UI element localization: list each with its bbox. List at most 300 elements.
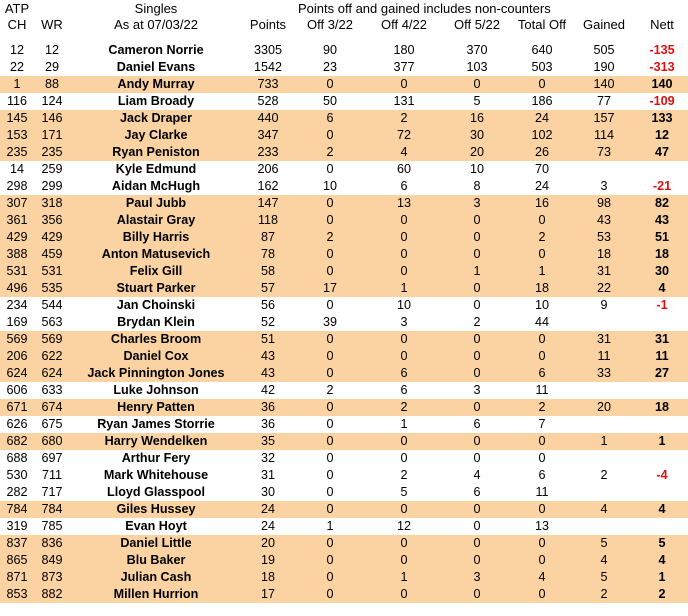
cell-gained (572, 518, 636, 535)
cell-off-4-22: 2 (400, 468, 408, 482)
cell-off-5-22: 20 (442, 144, 512, 161)
cell-wr: 459 (34, 246, 70, 263)
cell-wr: 535 (34, 280, 70, 297)
cell-total-off: 0 (512, 586, 572, 603)
cell-gained: 4 (572, 501, 636, 518)
cell-gained: 2 (572, 586, 636, 603)
cell-nett (636, 161, 688, 178)
cell-off-3-22: 0 (326, 451, 334, 465)
cell-ch: 361 (0, 212, 34, 229)
cell-wr: 299 (41, 179, 63, 193)
cell-wr: 697 (41, 451, 63, 465)
cell-nett (636, 382, 688, 399)
cell-gained: 31 (572, 331, 636, 348)
cell-off-3-22: 23 (322, 60, 337, 74)
cell-total-off: 0 (512, 76, 572, 93)
cell-wr: 784 (34, 501, 70, 518)
table-row (0, 246, 688, 263)
cell-off-5-22: 0 (442, 280, 512, 297)
cell-off-5-22: 4 (473, 468, 481, 482)
cell-off-4-22: 2 (366, 399, 442, 416)
header-total-off: Total Off (517, 16, 567, 32)
cell-total-off: 0 (512, 433, 572, 450)
cell-off-3-22: 50 (322, 94, 337, 108)
cell-wr: 680 (34, 433, 70, 450)
table-row (0, 433, 688, 450)
cell-ch: 234 (6, 298, 28, 312)
cell-off-3-22: 0 (326, 417, 334, 431)
cell-off-5-22: 1 (442, 263, 512, 280)
cell-player-name: Paul Jubb (70, 195, 242, 212)
cell-gained: 98 (572, 195, 636, 212)
table-row (0, 450, 688, 467)
table-row (0, 161, 688, 178)
cell-ch: 853 (0, 586, 34, 603)
cell-gained: 20 (572, 399, 636, 416)
cell-ch: 871 (0, 569, 34, 586)
cell-off-4-22: 0 (366, 552, 442, 569)
cell-off-5-22: 5 (473, 94, 481, 108)
table-body (0, 42, 688, 603)
cell-nett: 18 (636, 246, 688, 263)
cell-total-off: 7 (538, 417, 546, 431)
cell-wr: 146 (34, 110, 70, 127)
cell-total-off: 24 (534, 179, 549, 193)
cell-points: 20 (242, 535, 294, 552)
cell-off-3-22: 2 (326, 383, 334, 397)
cell-ch: 282 (6, 485, 28, 499)
cell-off-4-22: 1 (366, 569, 442, 586)
cell-player-name: Kyle Edmund (115, 162, 197, 176)
header-singles: Singles (134, 0, 178, 16)
cell-off-3-22: 0 (294, 212, 366, 229)
cell-off-4-22: 5 (400, 485, 408, 499)
cell-player-name: Ryan James Storrie (97, 417, 215, 431)
cell-ch: 530 (6, 468, 28, 482)
cell-player-name: Alastair Gray (70, 212, 242, 229)
cell-gained (572, 450, 636, 467)
cell-player-name: Henry Patten (70, 399, 242, 416)
cell-off-5-22: 6 (473, 417, 481, 431)
table-row (0, 195, 688, 212)
cell-off-4-22: 12 (396, 519, 411, 533)
cell-nett: 27 (636, 365, 688, 382)
cell-wr: 849 (34, 552, 70, 569)
cell-gained: 190 (593, 60, 615, 74)
cell-player-name: Daniel Evans (116, 60, 196, 74)
cell-nett: 133 (636, 110, 688, 127)
cell-nett: 140 (636, 76, 688, 93)
cell-points: 52 (260, 315, 275, 329)
cell-points: 78 (242, 246, 294, 263)
cell-total-off: 186 (531, 94, 553, 108)
cell-points: 162 (257, 179, 279, 193)
cell-nett: 4 (636, 501, 688, 518)
cell-ch: 837 (0, 535, 34, 552)
cell-points: 347 (242, 127, 294, 144)
cell-gained: 140 (572, 76, 636, 93)
cell-off-4-22: 0 (366, 263, 442, 280)
header-as-at: As at 07/03/22 (114, 16, 198, 32)
cell-wr: 882 (34, 586, 70, 603)
cell-off-5-22: 370 (466, 43, 488, 57)
header-off-5-22: Off 5/22 (453, 16, 500, 32)
cell-nett: 47 (636, 144, 688, 161)
cell-gained: 4 (572, 552, 636, 569)
cell-player-name: Ryan Peniston (70, 144, 242, 161)
cell-wr: 544 (41, 298, 63, 312)
cell-off-3-22: 0 (326, 485, 334, 499)
cell-total-off: 11 (535, 383, 549, 397)
cell-ch: 429 (0, 229, 34, 246)
cell-off-3-22: 39 (322, 315, 337, 329)
cell-off-3-22: 0 (326, 298, 334, 312)
table-row (0, 331, 688, 348)
cell-player-name: Stuart Parker (70, 280, 242, 297)
cell-off-5-22: 30 (442, 127, 512, 144)
cell-total-off: 0 (538, 451, 546, 465)
cell-gained: 1 (572, 433, 636, 450)
table-row (0, 535, 688, 552)
cell-off-5-22: 10 (469, 162, 484, 176)
cell-wr: 356 (34, 212, 70, 229)
cell-gained: 31 (572, 263, 636, 280)
cell-ch: 671 (0, 399, 34, 416)
cell-points: 32 (260, 451, 275, 465)
cell-player-name: Aidan McHugh (111, 179, 201, 193)
cell-off-5-22: 0 (442, 246, 512, 263)
table-row (0, 399, 688, 416)
cell-points: 147 (242, 195, 294, 212)
cell-off-5-22: 0 (442, 212, 512, 229)
cell-ch: 606 (6, 383, 28, 397)
cell-wr: 836 (34, 535, 70, 552)
cell-off-3-22: 0 (326, 162, 334, 176)
cell-nett: 18 (636, 399, 688, 416)
cell-points: 56 (260, 298, 275, 312)
cell-off-4-22: 72 (366, 127, 442, 144)
cell-wr: 259 (41, 162, 63, 176)
table-row (0, 263, 688, 280)
cell-ch: 624 (0, 365, 34, 382)
table-row (0, 467, 688, 484)
cell-off-3-22: 2 (294, 144, 366, 161)
cell-off-3-22: 0 (294, 569, 366, 586)
table-row (0, 280, 688, 297)
table-row (0, 569, 688, 586)
cell-gained (572, 416, 636, 433)
cell-wr: 624 (34, 365, 70, 382)
cell-off-4-22: 0 (366, 501, 442, 518)
cell-gained: 5 (572, 535, 636, 552)
cell-gained: 43 (572, 212, 636, 229)
cell-points: 87 (242, 229, 294, 246)
cell-off-3-22: 0 (326, 468, 334, 482)
cell-gained: 22 (572, 280, 636, 297)
table-row (0, 93, 688, 110)
cell-ch: 153 (0, 127, 34, 144)
cell-off-4-22: 6 (366, 365, 442, 382)
cell-nett: 5 (636, 535, 688, 552)
cell-wr: 318 (34, 195, 70, 212)
cell-total-off: 0 (512, 501, 572, 518)
cell-off-5-22: 0 (442, 229, 512, 246)
cell-points: 3305 (253, 43, 283, 57)
cell-player-name: Evan Hoyt (125, 519, 187, 533)
cell-gained: 157 (572, 110, 636, 127)
cell-nett: 51 (636, 229, 688, 246)
table-row (0, 501, 688, 518)
cell-total-off: 0 (512, 552, 572, 569)
cell-nett (636, 314, 688, 331)
cell-off-5-22: 0 (442, 76, 512, 93)
table-row (0, 365, 688, 382)
cell-ch: 12 (9, 43, 24, 57)
header-off-3-22: Off 3/22 (306, 16, 353, 32)
table-row (0, 348, 688, 365)
cell-off-5-22: 0 (442, 433, 512, 450)
cell-player-name: Jan Choinski (116, 298, 196, 312)
cell-wr: 563 (41, 315, 63, 329)
cell-off-3-22: 0 (294, 399, 366, 416)
cell-wr: 717 (41, 485, 63, 499)
cell-nett: 31 (636, 331, 688, 348)
cell-ch: 235 (0, 144, 34, 161)
cell-total-off: 70 (534, 162, 549, 176)
cell-off-3-22: 0 (294, 535, 366, 552)
cell-off-4-22: 0 (366, 433, 442, 450)
cell-off-5-22: 3 (442, 195, 512, 212)
cell-total-off: 26 (512, 144, 572, 161)
cell-player-name: Charles Broom (70, 331, 242, 348)
header-gained: Gained (583, 16, 625, 32)
table-row (0, 144, 688, 161)
cell-points: 733 (242, 76, 294, 93)
cell-wr: 429 (34, 229, 70, 246)
cell-off-4-22: 6 (400, 179, 408, 193)
cell-wr: 12 (44, 43, 59, 57)
cell-off-5-22: 16 (442, 110, 512, 127)
cell-off-4-22: 3 (400, 315, 408, 329)
cell-off-5-22: 3 (442, 569, 512, 586)
cell-off-3-22: 0 (294, 586, 366, 603)
cell-gained: 18 (572, 246, 636, 263)
cell-ch: 626 (6, 417, 28, 431)
cell-nett (636, 518, 688, 535)
cell-ch: 145 (0, 110, 34, 127)
cell-off-4-22: 180 (393, 43, 415, 57)
cell-off-3-22: 0 (294, 501, 366, 518)
cell-points: 118 (242, 212, 294, 229)
cell-off-5-22: 0 (442, 365, 512, 382)
cell-nett (636, 484, 688, 501)
cell-off-4-22: 0 (400, 451, 408, 465)
cell-player-name: Brydan Klein (117, 315, 195, 329)
header-off-4-22: Off 4/22 (380, 16, 427, 32)
cell-gained: 5 (572, 569, 636, 586)
cell-total-off: 44 (534, 315, 549, 329)
cell-off-3-22: 0 (294, 433, 366, 450)
cell-nett: 1 (636, 433, 688, 450)
cell-points: 31 (260, 468, 275, 482)
cell-player-name: Billy Harris (70, 229, 242, 246)
cell-total-off: 0 (512, 348, 572, 365)
header-ch: CH (7, 16, 27, 32)
cell-nett: 12 (636, 127, 688, 144)
cell-nett: 1 (636, 569, 688, 586)
cell-player-name: Daniel Little (70, 535, 242, 552)
cell-points: 233 (242, 144, 294, 161)
cell-off-5-22: 0 (473, 519, 481, 533)
cell-points: 51 (242, 331, 294, 348)
cell-nett: 11 (636, 348, 688, 365)
cell-nett: -1 (656, 298, 668, 312)
cell-total-off: 0 (512, 331, 572, 348)
cell-gained: 77 (596, 94, 611, 108)
cell-ch: 496 (0, 280, 34, 297)
cell-off-3-22: 0 (294, 246, 366, 263)
cell-ch: 206 (0, 348, 34, 365)
cell-player-name: Lloyd Glasspool (107, 485, 205, 499)
cell-player-name: Cameron Norrie (108, 43, 204, 57)
cell-points: 17 (242, 586, 294, 603)
table-row (0, 297, 688, 314)
cell-off-5-22: 0 (473, 451, 481, 465)
cell-total-off: 2 (512, 399, 572, 416)
cell-points: 24 (260, 519, 275, 533)
table-row (0, 110, 688, 127)
cell-off-4-22: 60 (396, 162, 411, 176)
cell-points: 528 (257, 94, 279, 108)
cell-ch: 14 (9, 162, 24, 176)
cell-player-name: Giles Hussey (70, 501, 242, 518)
cell-gained (572, 484, 636, 501)
cell-player-name: Harry Wendelken (70, 433, 242, 450)
cell-points: 36 (260, 417, 275, 431)
cell-gained (572, 314, 636, 331)
table-row (0, 586, 688, 603)
cell-ch: 1 (0, 76, 34, 93)
cell-points: 57 (242, 280, 294, 297)
cell-points: 24 (242, 501, 294, 518)
cell-off-3-22: 2 (294, 229, 366, 246)
header-points: Points (249, 16, 287, 32)
cell-total-off: 102 (512, 127, 572, 144)
cell-off-4-22: 0 (366, 212, 442, 229)
table-row (0, 229, 688, 246)
cell-points: 42 (260, 383, 275, 397)
cell-nett: 82 (636, 195, 688, 212)
cell-off-5-22: 0 (442, 501, 512, 518)
cell-total-off: 6 (512, 365, 572, 382)
cell-gained: 505 (593, 43, 615, 57)
cell-wr: 873 (34, 569, 70, 586)
cell-ch: 307 (0, 195, 34, 212)
cell-wr: 29 (44, 60, 59, 74)
header-nett: Nett (650, 16, 674, 32)
cell-off-5-22: 0 (442, 399, 512, 416)
cell-total-off: 13 (534, 519, 549, 533)
cell-total-off: 10 (534, 298, 549, 312)
cell-off-5-22: 0 (442, 586, 512, 603)
cell-player-name: Mark Whitehouse (103, 468, 209, 482)
cell-points: 206 (257, 162, 279, 176)
cell-wr: 171 (34, 127, 70, 144)
cell-player-name: Millen Hurrion (70, 586, 242, 603)
cell-off-5-22: 0 (442, 348, 512, 365)
cell-total-off: 503 (531, 60, 553, 74)
cell-nett (636, 450, 688, 467)
cell-wr: 622 (34, 348, 70, 365)
table-row (0, 127, 688, 144)
cell-off-4-22: 0 (366, 246, 442, 263)
cell-ch: 784 (0, 501, 34, 518)
cell-off-3-22: 10 (322, 179, 337, 193)
cell-off-4-22: 377 (393, 60, 415, 74)
cell-ch: 116 (6, 94, 28, 108)
cell-points: 43 (242, 348, 294, 365)
cell-off-5-22: 0 (473, 298, 481, 312)
cell-points: 36 (242, 399, 294, 416)
cell-player-name: Felix Gill (70, 263, 242, 280)
cell-points: 35 (242, 433, 294, 450)
cell-nett (636, 416, 688, 433)
cell-off-4-22: 0 (366, 229, 442, 246)
table-row (0, 552, 688, 569)
cell-gained: 114 (572, 127, 636, 144)
cell-wr: 235 (34, 144, 70, 161)
cell-nett: 30 (636, 263, 688, 280)
cell-points: 43 (242, 365, 294, 382)
cell-off-5-22: 0 (442, 331, 512, 348)
cell-nett: -313 (649, 60, 675, 74)
table-row (0, 382, 688, 399)
cell-player-name: Andy Murray (70, 76, 242, 93)
cell-gained: 9 (600, 298, 608, 312)
cell-off-5-22: 2 (473, 315, 481, 329)
cell-off-3-22: 90 (322, 43, 337, 57)
cell-ch: 688 (6, 451, 28, 465)
table-row (0, 314, 688, 331)
cell-off-4-22: 6 (400, 383, 408, 397)
cell-total-off: 24 (512, 110, 572, 127)
header-points-note: Points off and gained includes non-counters (298, 0, 551, 16)
cell-wr: 569 (34, 331, 70, 348)
cell-gained: 2 (600, 468, 608, 482)
cell-nett: -109 (649, 94, 675, 108)
cell-wr: 531 (34, 263, 70, 280)
cell-player-name: Anton Matusevich (70, 246, 242, 263)
cell-off-4-22: 0 (366, 535, 442, 552)
table-row (0, 178, 688, 195)
cell-wr: 711 (41, 468, 63, 482)
cell-off-4-22: 13 (366, 195, 442, 212)
cell-nett: -21 (652, 179, 672, 193)
table-row (0, 59, 688, 76)
cell-player-name: Blu Baker (70, 552, 242, 569)
cell-gained (572, 161, 636, 178)
cell-nett: -135 (649, 43, 675, 57)
cell-off-3-22: 17 (294, 280, 366, 297)
cell-total-off: 2 (512, 229, 572, 246)
cell-total-off: 6 (538, 468, 546, 482)
cell-off-4-22: 10 (396, 298, 411, 312)
cell-gained: 3 (600, 179, 608, 193)
cell-off-3-22: 0 (294, 76, 366, 93)
cell-total-off: 0 (512, 212, 572, 229)
cell-ch: 682 (0, 433, 34, 450)
cell-gained: 33 (572, 365, 636, 382)
